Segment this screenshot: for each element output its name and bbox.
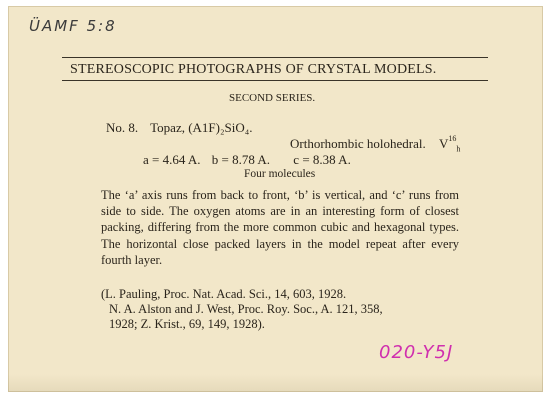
model-number-line — [106, 120, 253, 136]
title-rule-bottom — [62, 80, 488, 81]
cell-dimensions — [143, 152, 351, 168]
model-number: No. 8. — [106, 120, 139, 135]
description-paragraph: The ‘a’ axis runs from back to front, ‘b’ is vertical, and ‘c’ runs from side to side. The oxygen atoms are in an interesting form of closest packing, differing from the more common cubic and hexagonal types. The horizontal close packed layers in the model repeat after every fourth layer. — [101, 188, 459, 267]
molecule-count: Four molecules — [244, 168, 316, 180]
cell-a: a = 4.64 A. — [143, 152, 201, 167]
mineral-formula: Topaz, (A1F)₂SiO₄. — [150, 120, 253, 135]
handwritten-catalog-code: ÜAMF 5:8 — [29, 17, 117, 35]
space-group: $V^{16}_h$ — [439, 134, 461, 154]
reference-line-1: (L. Pauling, Proc. Nat. Acad. Sci., 14, 603, 1928. — [101, 287, 347, 301]
series-label: SECOND SERIES. — [229, 92, 316, 104]
symmetry-line — [290, 136, 460, 154]
cell-b: b = 8.78 A. — [211, 152, 271, 167]
cell-c: c = 8.38 A. — [293, 152, 351, 167]
card-title: STEREOSCOPIC PHOTOGRAPHS OF CRYSTAL MODELS. — [70, 62, 437, 77]
handwritten-inventory-number: 020-Y5J — [379, 342, 454, 363]
reference-line-3: 1928; Z. Krist., 69, 149, 1928). — [109, 317, 265, 331]
references — [101, 287, 461, 332]
reference-line-2: N. A. Alston and J. West, Proc. Roy. Soc., A. 121, 358, — [109, 302, 383, 316]
symmetry-class: Orthorhombic holohedral. — [290, 136, 426, 151]
title-rule-top — [62, 57, 488, 58]
